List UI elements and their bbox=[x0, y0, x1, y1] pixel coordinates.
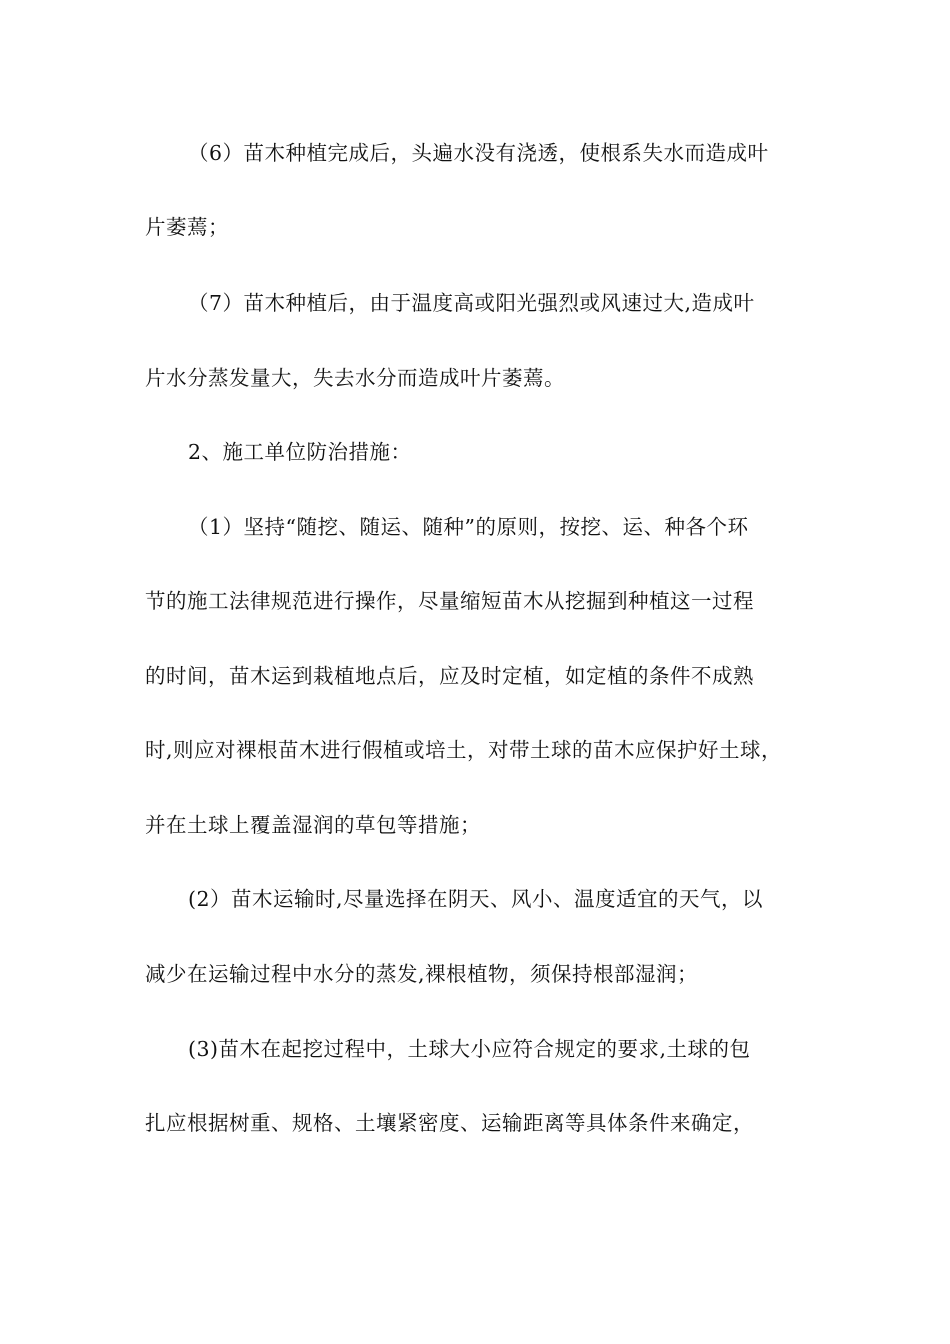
measure-3-line-2: 扎应根据树重、规格、土壤紧密度、运输距离等具体条件来确定， bbox=[145, 1111, 754, 1135]
measure-1-line-4: 时,则应对裸根苗木进行假植或培土，对带土球的苗木应保护好土球， bbox=[145, 738, 783, 762]
measure-3-line-1: (3)苗木在起挖过程中，土球大小应符合规定的要求,土球的包 bbox=[188, 1037, 751, 1061]
measure-1-line-2: 节的施工法律规范进行操作，尽量缩短苗木从挖掘到种植这一过程 bbox=[145, 589, 754, 613]
measure-2-line-1: (2）苗木运输时,尽量选择在阴天、风小、温度适宜的天气，以 bbox=[188, 887, 764, 911]
section-heading: 2、施工单位防治措施： bbox=[188, 440, 412, 464]
paragraph-7-line-2: 片水分蒸发量大，失去水分而造成叶片萎蔫。 bbox=[145, 366, 565, 390]
measure-1-line-5: 并在土球上覆盖湿润的草包等措施； bbox=[145, 813, 481, 837]
paragraph-6-line-2: 片萎蔫； bbox=[145, 215, 229, 239]
measure-2-line-2: 减少在运输过程中水分的蒸发,裸根植物，须保持根部湿润； bbox=[145, 962, 699, 986]
measure-1-line-3: 的时间，苗木运到栽植地点后，应及时定植，如定植的条件不成熟 bbox=[145, 664, 754, 688]
measure-1-line-1: （1）坚持“随挖、随运、随种”的原则，按挖、运、种各个环 bbox=[188, 515, 749, 539]
paragraph-6-line-1: （6）苗木种植完成后，头遍水没有浇透，使根系失水而造成叶 bbox=[188, 141, 769, 165]
paragraph-7-line-1: （7）苗木种植后，由于温度高或阳光强烈或风速过大,造成叶 bbox=[188, 291, 755, 315]
